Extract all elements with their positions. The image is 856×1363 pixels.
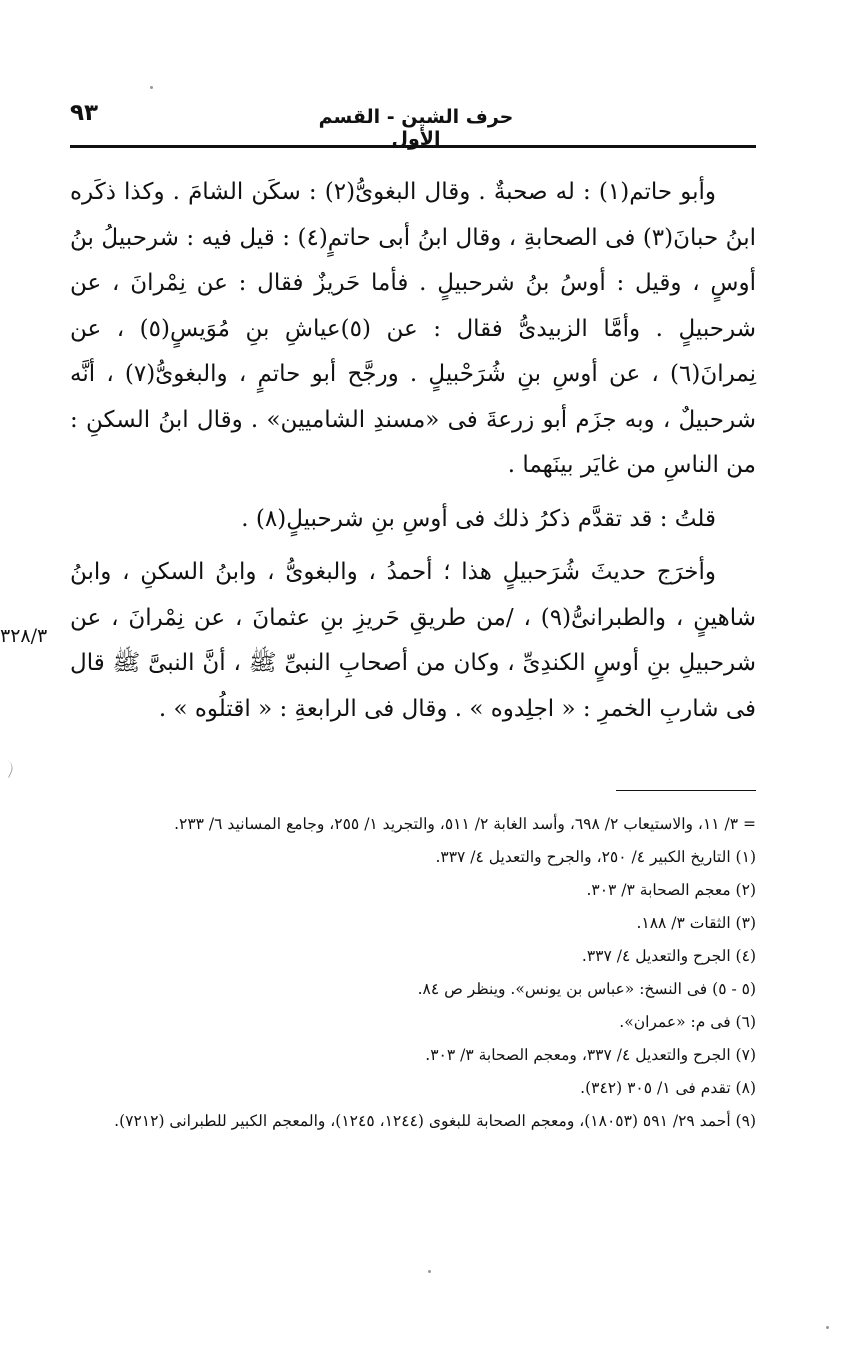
footnote-item: (٢) معجم الصحابة ٣/ ٣٠٣. <box>586 881 756 899</box>
page-number: ٩٣ <box>70 100 99 126</box>
main-text <box>70 170 756 732</box>
footnote-item: (٦) فى م: «عمران». <box>619 1013 756 1031</box>
footnotes <box>70 808 756 1138</box>
scan-edge-mark <box>0 758 16 778</box>
body-paragraph-3: وأخرَج حديثَ شُرَحبيلٍ هذا ؛ أحمدُ ، والبغوىُّ ، وابنُ السكنِ ، وابنُ شاهينٍ ، والطبرانىُّ(٩) ، /من طريقِ حَريزِ بنِ عثمانَ ، عن نِمْرانَ ، عن شرحبيلِ بنِ أوسٍ الكندِىِّ ، وكان من أصحابِ النبىِّ ﷺ ، أنَّ النبىَّ ﷺ قال فى شاربِ الخمرِ : « اجلِدوه » . وقال فى الرابعةِ : « اقتلُوه » . <box>70 559 756 722</box>
footnote-item: (٩) أحمد ٢٩/ ٥٩١ (١٨٠٥٣)، ومعجم الصحابة للبغوى (١٢٤٤، ١٢٤٥)، والمعجم الكبير للطبرانى (٧٢١٢). <box>114 1112 756 1130</box>
margin-reference: ٣٢٨/٣ <box>0 625 48 647</box>
footnote-item: (١) التاريخ الكبير ٤/ ٢٥٠، والجرح والتعديل ٤/ ٣٣٧. <box>435 848 756 866</box>
scan-speck <box>428 1270 431 1273</box>
footnote-item: (٥ - ٥) فى النسخ: «عباس بن يونس». وينظر ص ٨٤. <box>417 980 756 998</box>
footnote-item: (٧) الجرح والتعديل ٤/ ٣٣٧، ومعجم الصحابة ٣/ ٣٠٣. <box>425 1046 756 1064</box>
body-paragraph-2: قلتُ : قد تقدَّم ذكرُ ذلك فى أوسِ بنِ شرحبيلٍ(٨) . <box>241 505 716 532</box>
scan-speck <box>826 1326 829 1329</box>
scan-speck <box>150 86 153 89</box>
footnote-item: (٤) الجرح والتعديل ٤/ ٣٣٧. <box>581 947 756 965</box>
body-paragraph-1: وأبو حاتم(١) : له صحبةٌ . وقال البغوىُّ(٢) : سكَن الشامَ . وكذا ذكَره ابنُ حبانَ(٣) فى الصحابةِ ، وقال ابنُ أبى حاتمٍ(٤) : قيل فيه : شرحبيلُ بنُ أوسٍ ، وقيل : أوسُ بنُ شرحبيلٍ . فأما حَريزٌ فقال : عن نِمْرانَ ، عن شرحبيلٍ . وأمَّا الزبيدىُّ فقال : عن (٥)عياشِ بنِ مُوَيسٍ(٥) ، عن نِمرانَ(٦) ، عن أوسِ بنِ شُرَحْبيلٍ . ورجَّح أبو حاتمٍ ، والبغوىُّ(٧) ، أنَّه شرحبيلٌ ، وبه جزَم أبو زرعةَ فى «مسندِ الشاميين» . وقال ابنُ السكنِ : من الناسِ من غايَر بينَهما . <box>70 179 756 478</box>
running-header-title: حرف الشين - القسم الأول <box>318 106 514 150</box>
footnote-item: (٨) تقدم فى ١/ ٣٠٥ (٣٤٢). <box>580 1079 756 1097</box>
footnote-item: (٣) الثقات ٣/ ١٨٨. <box>636 914 756 932</box>
header-rule <box>70 145 756 148</box>
footnote-continuation: = ٣/ ١١، والاستيعاب ٢/ ٦٩٨، وأسد الغابة ٢/ ٥١١، والتجريد ١/ ٢٥٥، وجامع المسانيد ٦/ ٢٣٣. <box>174 815 756 833</box>
footnote-rule <box>616 790 756 791</box>
